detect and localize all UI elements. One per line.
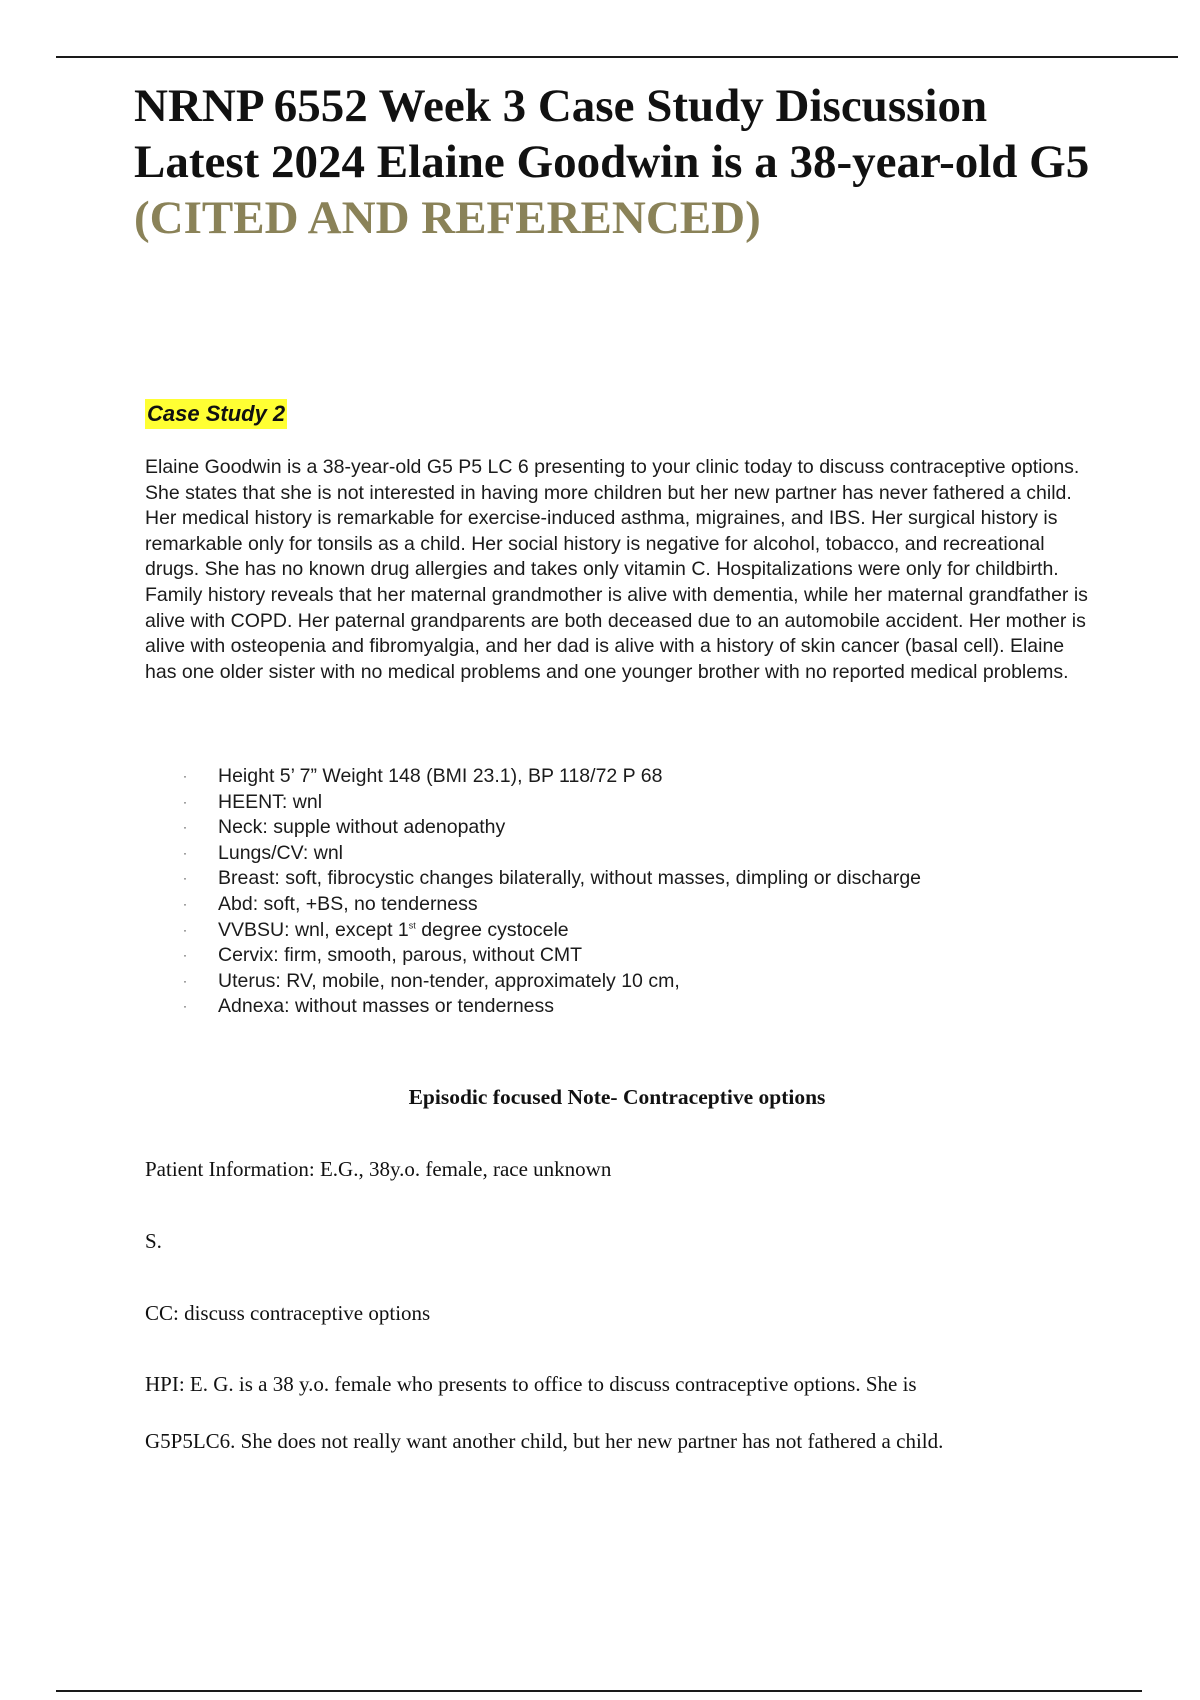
bullet-icon: · bbox=[183, 999, 187, 1014]
patient-information: Patient Information: E.G., 38y.o. female, race unknown bbox=[145, 1157, 612, 1181]
document-title bbox=[134, 78, 1094, 246]
bullet-icon: · bbox=[183, 820, 187, 835]
bullet-icon: · bbox=[183, 845, 187, 860]
header-rule bbox=[56, 56, 1178, 58]
title-accent: (CITED AND REFERENCED) bbox=[134, 192, 761, 244]
case-study-heading: Case Study 2 bbox=[145, 399, 287, 429]
subjective-label: S. bbox=[145, 1229, 162, 1253]
list-item: · Neck: supple without adenopathy bbox=[145, 815, 1090, 841]
list-item: · HEENT: wnl bbox=[145, 790, 1090, 816]
title-main: NRNP 6552 Week 3 Case Study Discussion Latest 2024 Elaine Goodwin is a 38-year-old G5 bbox=[134, 80, 1090, 188]
bullet-icon: · bbox=[183, 973, 187, 988]
hpi-line-2: G5P5LC6. She does not really want another child, but her new partner has not fathered a child. bbox=[145, 1429, 944, 1453]
footer-rule bbox=[56, 1690, 1142, 1692]
bullet-icon: · bbox=[183, 871, 187, 886]
list-item: · Adnexa: without masses or tenderness bbox=[145, 994, 1090, 1020]
list-item: · Abd: soft, +BS, no tenderness bbox=[145, 892, 1090, 918]
hpi-line-1: HPI: E. G. is a 38 y.o. female who presents to office to discuss contraceptive options. She is bbox=[145, 1372, 917, 1396]
case-description: Elaine Goodwin is a 38-year-old G5 P5 LC 6 presenting to your clinic today to discuss contraceptive options. She states that she is not interested in having more children but her new partner has never fathered a child. Her medical history is remarkable for exercise-induced asthma, migraines, and IBS. Her surgical history is remarkable only for tonsils as a child. Her social history is negative for alcohol, tobacco, and recreational drugs. She has no known drug allergies and takes only vitamin C. Hospitalizations were only for childbirth. Family history reveals that her maternal grandmother is alive with dementia, while her maternal grandfather is alive with COPD. Her paternal grandparents are both deceased due to an automobile accident. Her mother is alive with osteopenia and fibromyalgia, and her dad is alive with a history of skin cancer (basal cell). Elaine has one older sister with no medical problems and one younger brother with no reported medical problems. bbox=[145, 456, 1088, 683]
list-item: · Uterus: RV, mobile, non-tender, approximately 10 cm, bbox=[145, 969, 1090, 995]
bullet-icon: · bbox=[183, 922, 187, 937]
chief-complaint: CC: discuss contraceptive options bbox=[145, 1301, 431, 1325]
list-item: · Lungs/CV: wnl bbox=[145, 841, 1090, 867]
bullet-icon: · bbox=[183, 794, 187, 809]
list-item: · Height 5’ 7” Weight 148 (BMI 23.1), BP 118/72 P 68 bbox=[145, 764, 1090, 790]
exam-findings-list bbox=[145, 764, 1090, 1020]
list-item: · Cervix: firm, smooth, parous, without CMT bbox=[145, 943, 1090, 969]
bullet-icon: · bbox=[183, 769, 187, 783]
bullet-icon: · bbox=[183, 948, 187, 963]
list-item: · VVBSU: wnl, except 1st degree cystocele bbox=[145, 918, 1090, 944]
note-title: Episodic focused Note- Contraceptive options bbox=[408, 1085, 826, 1109]
bullet-icon: · bbox=[183, 896, 187, 911]
list-item: · Breast: soft, fibrocystic changes bilaterally, without masses, dimpling or discharge bbox=[145, 866, 1090, 892]
